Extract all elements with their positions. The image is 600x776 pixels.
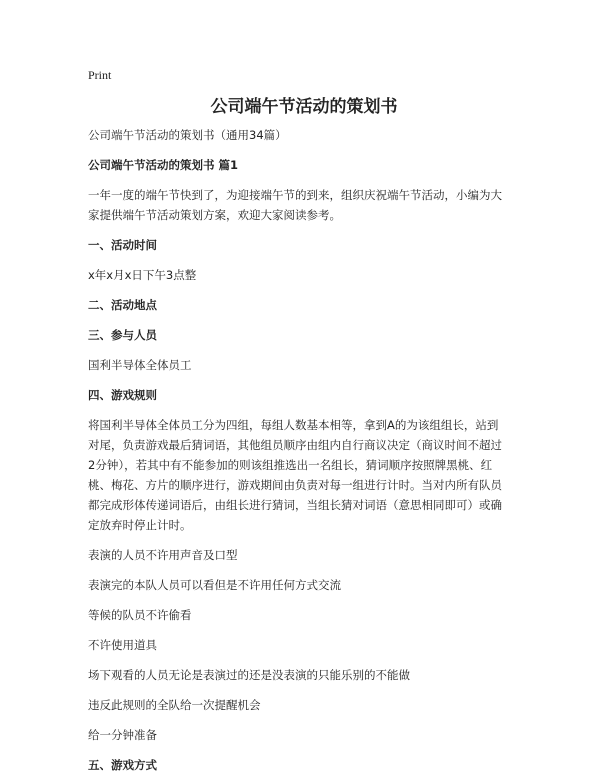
rules-line: 都完成形体传递词语后，由组长进行猜词，当组长猜对词语（意思相同即可）或确 (88, 498, 502, 512)
rule-item: 表演的人员不许用声音及口型 (88, 548, 238, 562)
rules-paragraph (88, 415, 520, 535)
document-page (88, 66, 520, 775)
heading-people: 三、参与人员 (88, 328, 157, 342)
document-title: 公司端午节活动的策划书 (210, 97, 398, 117)
rule-item: 违反此规则的全队给一次提醒机会 (88, 698, 261, 712)
rules-line: 定放弃时停止计时。 (88, 518, 192, 532)
intro-line: 家提供端午节活动策划方案，欢迎大家阅读参考。 (88, 208, 341, 222)
rule-item: 表演完的本队人员可以看但是不许用任何方式交流 (88, 578, 341, 592)
heading-place: 二、活动地点 (88, 298, 157, 312)
rule-item: 不许使用道具 (88, 638, 157, 652)
intro-paragraph (88, 185, 520, 225)
time-value: x年x月x日下午3点整 (88, 268, 197, 282)
document-subtitle: 公司端午节活动的策划书（通用34篇） (88, 128, 287, 142)
rules-line: 将国利半导体全体员工分为四组，每组人数基本相等，拿到A的为该组组长，站到 (88, 418, 499, 432)
rule-item: 等候的队员不许偷看 (88, 608, 192, 622)
rule-item: 场下观看的人员无论是表演过的还是没表演的只能乐别的不能做 (88, 668, 410, 682)
rules-line: 2分钟），若其中有不能参加的则该组推选出一名组长，猜词顺序按照牌黑桃、红 (88, 458, 493, 472)
heading-rules: 四、游戏规则 (88, 388, 157, 402)
rules-line: 对尾，负责游戏最后猜词语，其他组员顺序由组内自行商议决定（商议时间不超过 (88, 438, 502, 452)
heading-time: 一、活动时间 (88, 238, 157, 252)
rule-item: 给一分钟准备 (88, 728, 157, 742)
intro-line: 一年一度的端午节快到了，为迎接端午节的到来，组织庆祝端午节活动，小编为大 (88, 188, 502, 202)
print-link[interactable]: Print (88, 68, 112, 82)
people-value: 国利半导体全体员工 (88, 358, 192, 372)
section-title: 公司端午节活动的策划书 篇1 (88, 158, 239, 172)
rules-line: 桃、梅花、方片的顺序进行，游戏期间由负责对每一组进行计时。当对内所有队员 (88, 478, 502, 492)
heading-method: 五、游戏方式 (88, 758, 157, 772)
